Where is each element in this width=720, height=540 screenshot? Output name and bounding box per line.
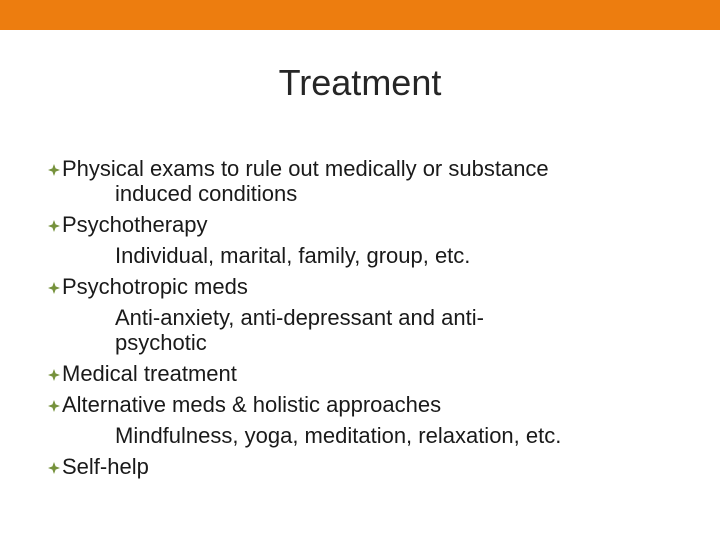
bullet-item-medical-treatment — [48, 361, 688, 386]
top-accent-bar — [0, 0, 720, 30]
diamond-bullet-icon — [48, 282, 60, 294]
bullet-text: Physical exams to rule out medically or substance — [62, 156, 549, 181]
sub-item-continuation: psychotic — [115, 330, 207, 355]
sub-item-text: Anti-anxiety, anti-depressant and anti- — [115, 305, 484, 330]
diamond-bullet-icon — [48, 164, 60, 176]
bullet-text: Psychotherapy — [62, 212, 208, 237]
bullet-item-self-help — [48, 454, 688, 479]
sub-item-text: Individual, marital, family, group, etc. — [115, 243, 471, 268]
bullet-text: Alternative meds & holistic approaches — [62, 392, 442, 417]
diamond-bullet-icon — [48, 400, 60, 412]
bullet-item-psychotropic-meds — [48, 274, 688, 355]
bullet-item-alternative-meds — [48, 392, 688, 448]
bullet-text: Psychotropic meds — [62, 274, 248, 299]
slide-title: Treatment — [278, 62, 442, 103]
bullet-list — [48, 156, 688, 485]
bullet-item-psychotherapy — [48, 212, 688, 268]
bullet-item-physical-exams — [48, 156, 688, 206]
diamond-bullet-icon — [48, 462, 60, 474]
bullet-text: Medical treatment — [62, 361, 237, 386]
diamond-bullet-icon — [48, 369, 60, 381]
bullet-text: Self-help — [62, 454, 149, 479]
diamond-bullet-icon — [48, 220, 60, 232]
bullet-continuation: induced conditions — [115, 181, 298, 206]
sub-item-text: Mindfulness, yoga, meditation, relaxation, etc. — [115, 423, 562, 448]
